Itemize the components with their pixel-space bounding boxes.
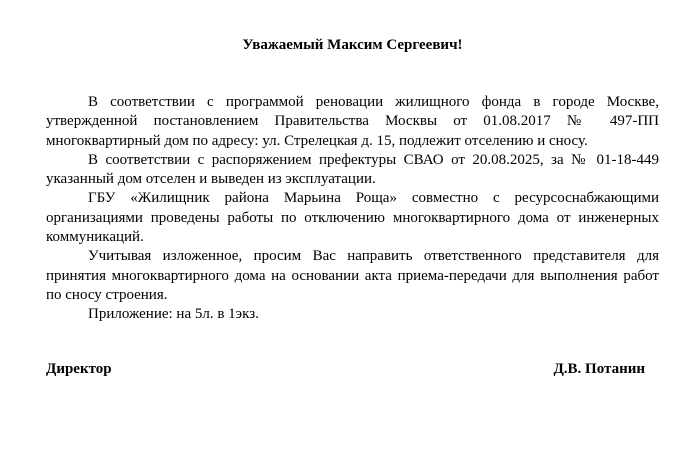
paragraph-attachment: Приложение: на 5л. в 1экз. bbox=[88, 306, 259, 323]
paragraph-request: Учитывая изложенное, просим Вас направить ответственного представителя для принятия многоквартирного дома на основании акта приема-передачи для выполнения работ по сносу строения. bbox=[46, 248, 659, 303]
signatory-name: Д.В. Потанин bbox=[553, 361, 645, 377]
letter-greeting: Уважаемый Максим Сергеевич! bbox=[242, 37, 463, 53]
paragraph-prefecture-order: В соответствии с распоряжением префектуры СВАО от 20.08.2025, за № 01-18-449 указанный дом отселен и выведен из эксплуатации. bbox=[46, 151, 659, 188]
paragraph-utilities-disconnection: ГБУ «Жилищник района Марьина Роща» совместно с ресурсоснабжающими организациями проведены работы по отключению многоквартирного дома от инженерных коммуникаций. bbox=[46, 190, 659, 246]
signatory-position: Директор bbox=[46, 361, 112, 377]
letter-body bbox=[46, 93, 659, 325]
paragraph-renovation-program: В соответствии с программой реновации жилищного фонда в городе Москве, утвержденной постановлением Правительства Москвы от 01.08.2017 № 497-ПП многоквартирный дом по адресу: ул. Стрелецкая д. 15, подлежит отселению и сносу. bbox=[46, 94, 659, 149]
